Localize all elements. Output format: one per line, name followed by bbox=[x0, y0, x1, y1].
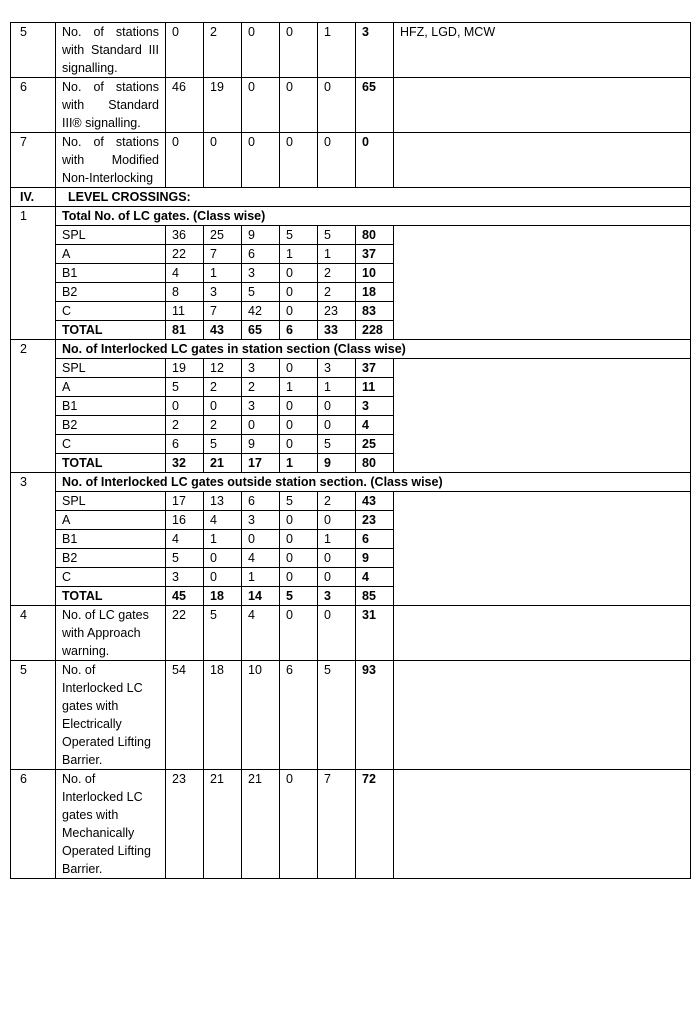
value-cell: 1 bbox=[318, 530, 356, 549]
value-cell: 0 bbox=[280, 283, 318, 302]
serial-number: 6 bbox=[11, 78, 56, 133]
class-label: B2 bbox=[56, 549, 166, 568]
value-cell: 0 bbox=[280, 770, 318, 879]
value-cell: 23 bbox=[166, 770, 204, 879]
value-cell: 0 bbox=[280, 606, 318, 661]
value-cell: 2 bbox=[204, 416, 242, 435]
value-cell: 0 bbox=[280, 264, 318, 283]
value-cell: 17 bbox=[166, 492, 204, 511]
total-cell: 37 bbox=[356, 359, 394, 378]
value-cell: 6 bbox=[280, 321, 318, 340]
value-cell: 0 bbox=[280, 78, 318, 133]
total-cell: 93 bbox=[356, 661, 394, 770]
value-cell: 0 bbox=[280, 23, 318, 78]
value-cell: 1 bbox=[280, 378, 318, 397]
total-cell: 43 bbox=[356, 492, 394, 511]
class-label: SPL bbox=[56, 492, 166, 511]
value-cell: 81 bbox=[166, 321, 204, 340]
value-cell: 5 bbox=[242, 283, 280, 302]
value-cell: 0 bbox=[204, 568, 242, 587]
serial-number: 6 bbox=[11, 770, 56, 879]
value-cell: 0 bbox=[280, 435, 318, 454]
value-cell: 0 bbox=[280, 549, 318, 568]
value-cell: 0 bbox=[280, 359, 318, 378]
total-cell: 3 bbox=[356, 23, 394, 78]
value-cell: 6 bbox=[280, 661, 318, 770]
table-row bbox=[11, 226, 691, 245]
value-cell: 2 bbox=[204, 378, 242, 397]
total-cell: 37 bbox=[356, 245, 394, 264]
class-label: B1 bbox=[56, 530, 166, 549]
value-cell: 19 bbox=[204, 78, 242, 133]
total-cell: 25 bbox=[356, 435, 394, 454]
remarks-cell bbox=[394, 492, 691, 606]
value-cell: 3 bbox=[318, 587, 356, 606]
value-cell: 0 bbox=[204, 397, 242, 416]
value-cell: 6 bbox=[166, 435, 204, 454]
total-cell: 65 bbox=[356, 78, 394, 133]
table-row bbox=[11, 606, 691, 661]
value-cell: 1 bbox=[280, 245, 318, 264]
section-title: LEVEL CROSSINGS: bbox=[56, 188, 691, 207]
section-header bbox=[11, 188, 691, 207]
value-cell: 5 bbox=[280, 226, 318, 245]
value-cell: 8 bbox=[166, 283, 204, 302]
value-cell: 45 bbox=[166, 587, 204, 606]
value-cell: 0 bbox=[318, 416, 356, 435]
value-cell: 0 bbox=[242, 23, 280, 78]
value-cell: 5 bbox=[318, 435, 356, 454]
class-label: TOTAL bbox=[56, 454, 166, 473]
value-cell: 2 bbox=[318, 264, 356, 283]
value-cell: 0 bbox=[280, 511, 318, 530]
class-label: TOTAL bbox=[56, 587, 166, 606]
value-cell: 65 bbox=[242, 321, 280, 340]
value-cell: 54 bbox=[166, 661, 204, 770]
total-cell: 0 bbox=[356, 133, 394, 188]
class-label: SPL bbox=[56, 226, 166, 245]
value-cell: 14 bbox=[242, 587, 280, 606]
table-row bbox=[11, 133, 691, 188]
serial-number: 7 bbox=[11, 133, 56, 188]
value-cell: 2 bbox=[318, 492, 356, 511]
value-cell: 3 bbox=[242, 511, 280, 530]
table-row bbox=[11, 78, 691, 133]
value-cell: 21 bbox=[204, 770, 242, 879]
total-cell: 4 bbox=[356, 416, 394, 435]
group-header bbox=[11, 207, 691, 226]
total-cell: 23 bbox=[356, 511, 394, 530]
value-cell: 3 bbox=[318, 359, 356, 378]
value-cell: 4 bbox=[204, 511, 242, 530]
value-cell: 0 bbox=[166, 133, 204, 188]
remarks-cell bbox=[394, 770, 691, 879]
value-cell: 22 bbox=[166, 245, 204, 264]
value-cell: 3 bbox=[242, 359, 280, 378]
group-title: No. of Interlocked LC gates outside station section. (Class wise) bbox=[56, 473, 691, 492]
table-row bbox=[11, 661, 691, 770]
value-cell: 17 bbox=[242, 454, 280, 473]
lc-statistics-table bbox=[10, 22, 691, 879]
value-cell: 2 bbox=[166, 416, 204, 435]
value-cell: 5 bbox=[204, 606, 242, 661]
value-cell: 0 bbox=[204, 549, 242, 568]
table-row bbox=[11, 23, 691, 78]
value-cell: 43 bbox=[204, 321, 242, 340]
total-cell: 11 bbox=[356, 378, 394, 397]
group-title: No. of Interlocked LC gates in station section (Class wise) bbox=[56, 340, 691, 359]
value-cell: 46 bbox=[166, 78, 204, 133]
value-cell: 1 bbox=[242, 568, 280, 587]
description: No. of stations with Standard III signalling. bbox=[56, 23, 166, 78]
value-cell: 0 bbox=[280, 568, 318, 587]
group-header bbox=[11, 340, 691, 359]
value-cell: 0 bbox=[242, 133, 280, 188]
value-cell: 1 bbox=[318, 378, 356, 397]
serial-number: 1 bbox=[11, 207, 56, 340]
total-cell: 72 bbox=[356, 770, 394, 879]
value-cell: 3 bbox=[242, 264, 280, 283]
value-cell: 9 bbox=[318, 454, 356, 473]
total-cell: 3 bbox=[356, 397, 394, 416]
value-cell: 13 bbox=[204, 492, 242, 511]
value-cell: 22 bbox=[166, 606, 204, 661]
class-label: TOTAL bbox=[56, 321, 166, 340]
total-cell: 31 bbox=[356, 606, 394, 661]
class-label: C bbox=[56, 435, 166, 454]
total-cell: 228 bbox=[356, 321, 394, 340]
value-cell: 10 bbox=[242, 661, 280, 770]
value-cell: 0 bbox=[280, 133, 318, 188]
value-cell: 2 bbox=[318, 283, 356, 302]
value-cell: 0 bbox=[318, 568, 356, 587]
remarks-cell bbox=[394, 606, 691, 661]
description: No. of Interlocked LC gates with Mechanically Operated Lifting Barrier. bbox=[56, 770, 166, 879]
table-row bbox=[11, 492, 691, 511]
serial-number: 2 bbox=[11, 340, 56, 473]
value-cell: 0 bbox=[318, 78, 356, 133]
group-header bbox=[11, 473, 691, 492]
value-cell: 0 bbox=[166, 397, 204, 416]
total-cell: 9 bbox=[356, 549, 394, 568]
serial-number: 5 bbox=[11, 23, 56, 78]
group-title: Total No. of LC gates. (Class wise) bbox=[56, 207, 691, 226]
remarks-cell: HFZ, LGD, MCW bbox=[394, 23, 691, 78]
value-cell: 1 bbox=[318, 245, 356, 264]
value-cell: 0 bbox=[242, 78, 280, 133]
class-label: C bbox=[56, 568, 166, 587]
total-cell: 18 bbox=[356, 283, 394, 302]
total-cell: 4 bbox=[356, 568, 394, 587]
value-cell: 9 bbox=[242, 226, 280, 245]
value-cell: 16 bbox=[166, 511, 204, 530]
value-cell: 5 bbox=[280, 492, 318, 511]
value-cell: 0 bbox=[318, 133, 356, 188]
value-cell: 3 bbox=[166, 568, 204, 587]
value-cell: 0 bbox=[280, 416, 318, 435]
value-cell: 4 bbox=[242, 549, 280, 568]
value-cell: 6 bbox=[242, 492, 280, 511]
class-label: A bbox=[56, 511, 166, 530]
value-cell: 0 bbox=[242, 530, 280, 549]
value-cell: 0 bbox=[242, 416, 280, 435]
value-cell: 0 bbox=[280, 397, 318, 416]
value-cell: 4 bbox=[166, 530, 204, 549]
table-row bbox=[11, 770, 691, 879]
value-cell: 32 bbox=[166, 454, 204, 473]
class-label: B2 bbox=[56, 416, 166, 435]
value-cell: 7 bbox=[204, 245, 242, 264]
description: No. of Interlocked LC gates with Electrically Operated Lifting Barrier. bbox=[56, 661, 166, 770]
value-cell: 1 bbox=[280, 454, 318, 473]
class-label: B1 bbox=[56, 264, 166, 283]
value-cell: 0 bbox=[318, 511, 356, 530]
value-cell: 4 bbox=[166, 264, 204, 283]
description: No. of LC gates with Approach warning. bbox=[56, 606, 166, 661]
value-cell: 5 bbox=[280, 587, 318, 606]
total-cell: 6 bbox=[356, 530, 394, 549]
value-cell: 21 bbox=[242, 770, 280, 879]
value-cell: 5 bbox=[318, 661, 356, 770]
total-cell: 80 bbox=[356, 454, 394, 473]
value-cell: 7 bbox=[318, 770, 356, 879]
section-number: IV. bbox=[11, 188, 56, 207]
serial-number: 3 bbox=[11, 473, 56, 606]
remarks-cell bbox=[394, 133, 691, 188]
value-cell: 2 bbox=[204, 23, 242, 78]
value-cell: 0 bbox=[318, 549, 356, 568]
value-cell: 19 bbox=[166, 359, 204, 378]
value-cell: 0 bbox=[318, 606, 356, 661]
value-cell: 1 bbox=[318, 23, 356, 78]
value-cell: 36 bbox=[166, 226, 204, 245]
value-cell: 7 bbox=[204, 302, 242, 321]
class-label: A bbox=[56, 378, 166, 397]
description: No. of stations with Modified Non-Interlocking bbox=[56, 133, 166, 188]
value-cell: 9 bbox=[242, 435, 280, 454]
value-cell: 5 bbox=[166, 378, 204, 397]
value-cell: 18 bbox=[204, 661, 242, 770]
value-cell: 3 bbox=[242, 397, 280, 416]
class-label: B1 bbox=[56, 397, 166, 416]
remarks-cell bbox=[394, 359, 691, 473]
value-cell: 5 bbox=[318, 226, 356, 245]
table-row bbox=[11, 359, 691, 378]
value-cell: 21 bbox=[204, 454, 242, 473]
value-cell: 18 bbox=[204, 587, 242, 606]
value-cell: 0 bbox=[204, 133, 242, 188]
class-label: B2 bbox=[56, 283, 166, 302]
class-label: A bbox=[56, 245, 166, 264]
remarks-cell bbox=[394, 78, 691, 133]
remarks-cell bbox=[394, 661, 691, 770]
value-cell: 6 bbox=[242, 245, 280, 264]
value-cell: 11 bbox=[166, 302, 204, 321]
value-cell: 25 bbox=[204, 226, 242, 245]
value-cell: 1 bbox=[204, 530, 242, 549]
value-cell: 33 bbox=[318, 321, 356, 340]
value-cell: 5 bbox=[204, 435, 242, 454]
description: No. of stations with Standard III® signalling. bbox=[56, 78, 166, 133]
value-cell: 12 bbox=[204, 359, 242, 378]
value-cell: 1 bbox=[204, 264, 242, 283]
value-cell: 3 bbox=[204, 283, 242, 302]
value-cell: 0 bbox=[280, 302, 318, 321]
serial-number: 4 bbox=[11, 606, 56, 661]
value-cell: 5 bbox=[166, 549, 204, 568]
total-cell: 83 bbox=[356, 302, 394, 321]
class-label: SPL bbox=[56, 359, 166, 378]
total-cell: 80 bbox=[356, 226, 394, 245]
value-cell: 23 bbox=[318, 302, 356, 321]
value-cell: 0 bbox=[318, 397, 356, 416]
value-cell: 42 bbox=[242, 302, 280, 321]
value-cell: 4 bbox=[242, 606, 280, 661]
class-label: C bbox=[56, 302, 166, 321]
value-cell: 0 bbox=[166, 23, 204, 78]
value-cell: 0 bbox=[280, 530, 318, 549]
total-cell: 85 bbox=[356, 587, 394, 606]
value-cell: 2 bbox=[242, 378, 280, 397]
total-cell: 10 bbox=[356, 264, 394, 283]
remarks-cell bbox=[394, 226, 691, 340]
serial-number: 5 bbox=[11, 661, 56, 770]
